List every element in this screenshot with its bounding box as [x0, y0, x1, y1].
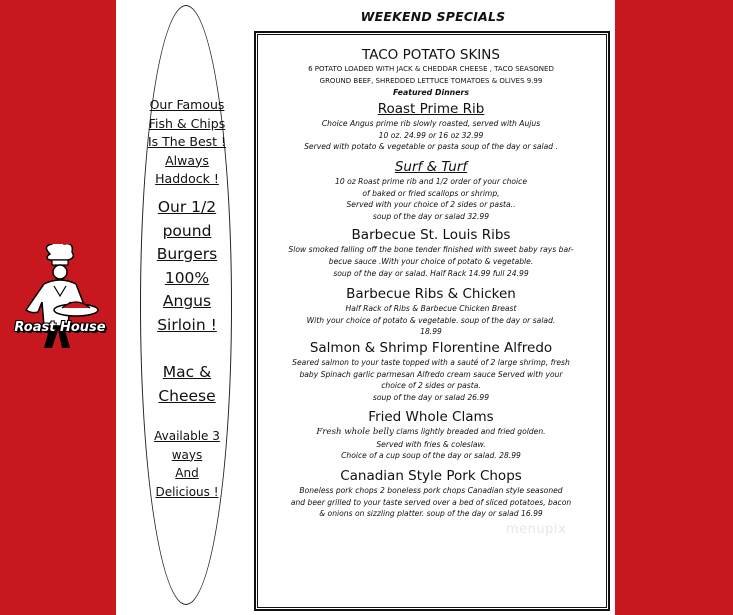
- menu-item: [258, 159, 604, 222]
- menu-item: [258, 101, 604, 153]
- menu-item: [258, 286, 604, 338]
- sidebar-line: Is The Best !: [147, 134, 227, 149]
- item-desc: of baked or fried scallops or shrimp,: [362, 188, 500, 198]
- item-title: Barbecue St. Louis Ribs: [351, 227, 511, 244]
- item-desc: Served with your choice of 2 sides or pasta..: [346, 200, 516, 210]
- item-desc: soup of the day or salad 32.99: [372, 211, 490, 221]
- item-desc: [258, 426, 604, 439]
- menu-item: [258, 468, 604, 520]
- item-desc: Choice Angus prime rib slowly roasted, served with Aujus: [321, 119, 541, 129]
- sidebar-line: Delicious !: [155, 484, 219, 499]
- sidebar-line: Available 3: [154, 429, 220, 443]
- item-desc: soup of the day or salad. Half Rack 14.99 full 24.99: [333, 268, 529, 278]
- sidebar-line: Our 1/2: [157, 198, 217, 216]
- item-desc: Seared salmon to your taste topped with a sauté of 2 large shrimp, fresh: [292, 357, 570, 367]
- item-desc: Half Rack of Ribs & Barbecue Chicken Breast: [345, 304, 517, 314]
- item-desc-serif: Fresh whole belly: [316, 427, 394, 438]
- sidebar-line: Cheese: [158, 387, 216, 405]
- item-desc: & onions on sizzling platter. soup of the day or salad 16.99: [319, 509, 543, 519]
- item-desc: Served with potato & vegetable or pasta soup of the day or salad .: [304, 142, 558, 152]
- item-desc: and beer grilled to your taste served over a bed of sliced potatoes, bacon: [290, 497, 572, 507]
- item-title: Salmon & Shrimp Florentine Alfredo: [309, 339, 553, 356]
- item-desc: 10 oz Roast prime rib and 1/2 order of your choice: [335, 176, 527, 186]
- sidebar-line: pound: [162, 221, 212, 240]
- sidebar-line: Our Famous: [149, 97, 225, 112]
- sidebar-line: Haddock !: [155, 171, 219, 186]
- sidebar-line: Sirloin !: [157, 315, 217, 334]
- item-title: Fried Whole Clams: [368, 409, 494, 426]
- item-desc: With your choice of potato & vegetable. soup of the day or salad.: [306, 315, 556, 325]
- item-desc: 10 oz. 24.99 or 16 oz 32.99: [378, 130, 484, 140]
- item-desc-rest: clams lightly breaded and fried golden.: [393, 427, 546, 437]
- sidebar-line: Always: [165, 152, 209, 168]
- item-desc: baby Spinach garlic parmesan Alfredo cream sauce Served with your: [299, 369, 563, 379]
- sidebar-line: Burgers: [156, 245, 218, 263]
- sidebar-line: ways: [171, 447, 203, 462]
- page-title: WEEKEND SPECIALS: [360, 9, 506, 24]
- sidebar-line: Mac &: [162, 363, 212, 381]
- logo-text: Roast House: [14, 320, 106, 335]
- item-desc: Choice of a cup soup of the day or salad. 28.99: [341, 451, 521, 461]
- chef-logo-icon: [10, 244, 114, 354]
- item-title: Barbecue Ribs & Chicken: [346, 286, 516, 303]
- available-blurb: [124, 427, 250, 501]
- menu-item: [258, 227, 604, 279]
- item-desc: soup of the day or salad 26.99: [372, 392, 490, 402]
- burgers-blurb: [124, 196, 250, 337]
- item-desc: 6 POTATO LOADED WITH JACK & CHEDDAR CHEESE , TACO SEASONED: [308, 65, 554, 73]
- mac-cheese-blurb: [124, 360, 250, 408]
- section-heading: Featured Dinners: [393, 88, 469, 98]
- item-desc: becue sauce .With your choice of potato & vegetable.: [328, 256, 534, 266]
- item-desc: Served with fries & coleslaw.: [376, 439, 486, 449]
- sidebar-line: Fish & Chips: [148, 115, 226, 131]
- item-desc: 18.99: [420, 327, 442, 337]
- fish-chips-blurb: [124, 96, 250, 189]
- item-desc: GROUND BEEF, SHREDDED LETTUCE TOMATOES & OLIVES 9.99: [319, 76, 543, 85]
- specials-list: [258, 47, 604, 522]
- item-desc: Boneless pork chops 2 boneless pork chops Canadian style seasoned: [299, 486, 563, 496]
- watermark: menupix: [506, 522, 567, 537]
- item-desc: choice of 2 sides or pasta.: [381, 381, 481, 391]
- sidebar-line: 100%: [164, 268, 210, 287]
- item-title: Canadian Style Pork Chops: [340, 468, 522, 485]
- menu-item: [258, 409, 604, 462]
- menu-item: [258, 47, 604, 99]
- menu-item: [258, 340, 604, 403]
- sidebar-line: And: [175, 466, 199, 480]
- item-title: Surf & Turf: [394, 158, 468, 175]
- item-desc: Slow smoked falling off the bone tender finished with sweet baby rays bar-: [288, 245, 574, 255]
- item-title: Roast Prime Rib: [377, 101, 485, 118]
- item-title: TACO POTATO SKINS: [362, 47, 500, 63]
- sidebar-line: Angus: [162, 292, 212, 310]
